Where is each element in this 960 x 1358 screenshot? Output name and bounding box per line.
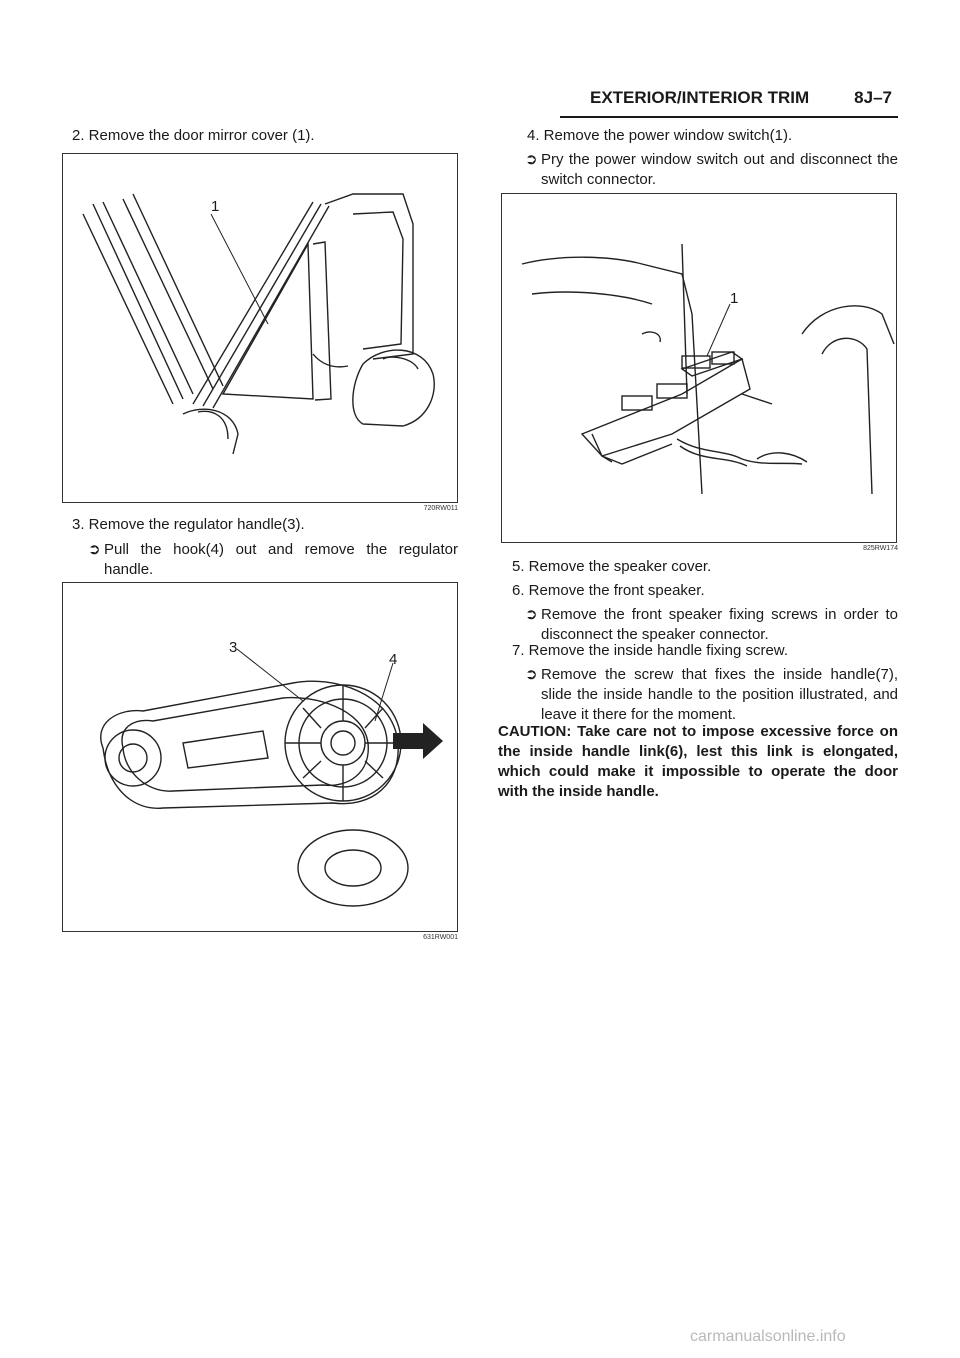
callout-1: 1 <box>730 290 739 307</box>
figure-code: 631RW001 <box>423 934 458 941</box>
step-7-heading: 7. Remove the inside handle fixing screw. <box>512 642 788 659</box>
callout-4: 4 <box>389 651 398 668</box>
circle-arrow-bullet-icon: ➲ <box>525 666 538 683</box>
step-4-bullet: ➲ Pry the power window switch out and disconnect the switch connector. <box>525 151 898 188</box>
power-window-switch-illustration <box>502 194 896 542</box>
figure-door-mirror-cover <box>62 153 458 503</box>
step-7-bullet: ➲ Remove the screw that fixes the inside handle(7), slide the inside handle to the position illustrated, and leave it there for the moment. <box>525 666 898 723</box>
door-mirror-illustration <box>63 154 457 502</box>
regulator-handle-illustration <box>63 583 457 931</box>
page-number: 8J–7 <box>854 88 892 107</box>
figure-code: 825RW174 <box>863 545 898 552</box>
figure-code: 720RW011 <box>423 505 458 512</box>
step-2-heading: 2. Remove the door mirror cover (1). <box>72 127 315 144</box>
step-3-bullet: ➲ Pull the hook(4) out and remove the regulator handle. <box>88 541 458 578</box>
step-5-heading: 5. Remove the speaker cover. <box>512 558 712 575</box>
callout-3: 3 <box>229 639 238 656</box>
step-4-heading: 4. Remove the power window switch(1). <box>527 127 793 144</box>
page-header <box>560 88 898 118</box>
figure-regulator-handle <box>62 582 458 932</box>
figure-power-window-switch <box>501 193 897 543</box>
callout-1: 1 <box>211 198 220 215</box>
section-title: EXTERIOR/INTERIOR TRIM <box>590 88 810 107</box>
step-6-bullet: ➲ Remove the front speaker fixing screws in order to disconnect the speaker connector. <box>525 606 898 643</box>
circle-arrow-bullet-icon: ➲ <box>88 541 101 558</box>
circle-arrow-bullet-icon: ➲ <box>525 606 538 623</box>
watermark: carmanualsonline.info <box>690 1328 846 1345</box>
step-6-heading: 6. Remove the front speaker. <box>512 582 705 599</box>
step-3-heading: 3. Remove the regulator handle(3). <box>72 516 305 533</box>
circle-arrow-bullet-icon: ➲ <box>525 151 538 168</box>
caution-note: CAUTION: Take care not to impose excessive force on the inside handle link(6), lest this link is elongated, which could make it impossible to operate the door with the inside handle. <box>498 723 898 800</box>
